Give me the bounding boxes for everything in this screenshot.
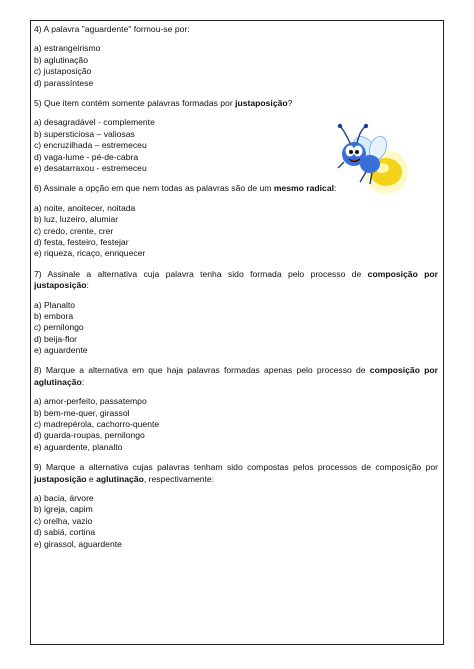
option-4c: c) justaposição — [34, 66, 92, 77]
option-5a: a) desagradável - complemente — [34, 117, 155, 128]
option-9d: d) sabiá, cortina — [34, 527, 96, 538]
option-7d: d) beija-flor — [34, 333, 77, 344]
question-9-options — [34, 493, 438, 550]
option-6c: c) credo, crente, crer — [34, 225, 114, 236]
option-7b: b) embora — [34, 310, 74, 321]
worksheet — [34, 24, 438, 559]
option-8d: d) guarda-roupas, pernilongo — [34, 430, 145, 441]
question-8: 8) Marque a alternativa em que haja palavras formadas apenas pelo processo de composição por aglutinação: — [34, 365, 439, 387]
option-7a: a) Planalto — [34, 299, 76, 310]
option-6a: a) noite, anoitecer, noitada — [34, 202, 136, 213]
option-9a: a) bacia, árvore — [34, 493, 94, 504]
option-6e: e) riqueza, ricaço, enriquecer — [34, 248, 146, 259]
option-5c: c) encruzilhada – estremeceu — [34, 140, 147, 151]
option-6b: b) luz, luzeiro, alumiar — [34, 214, 119, 225]
option-7c: c) pernilongo — [34, 322, 84, 333]
option-5b: b) supersticiosa – valiosas — [34, 128, 135, 139]
question-6: 6) Assinale a opção em que nem todas as palavras são de um mesmo radical: — [34, 183, 337, 194]
option-8a: a) amor-perfeito, passatempo — [34, 396, 147, 407]
option-5d: d) vaga-lume - pé-de-cabra — [34, 151, 139, 162]
option-9c: c) orelha, vazio — [34, 515, 93, 526]
option-4d: d) parassíntese — [34, 77, 94, 88]
option-7e: e) aguardente — [34, 345, 88, 356]
question-6-options — [34, 203, 438, 260]
option-9e: e) girassol, aguardente — [34, 538, 122, 549]
option-6d: d) festa, festeiro, festejar — [34, 236, 129, 247]
firefly-cartoon-icon — [330, 118, 412, 196]
option-4a: a) estrangeirismo — [34, 43, 101, 54]
option-8c: c) madrepérola, cachorro-quente — [34, 419, 160, 430]
option-8b: b) bem-me-quer, girassol — [34, 407, 130, 418]
question-9: 9) Marque a alternativa cujas palavras tenham sido compostas pelos processos de composição por justaposição e aglutinação, respectivamente: — [34, 462, 438, 484]
question-7: 7) Assinale a alternativa cuja palavra tenha sido formada pelo processo de composição por justaposição: — [34, 268, 439, 291]
question-8-options — [34, 396, 438, 453]
question-4: 4) A palavra "aguardente" formou-se por: — [34, 24, 190, 34]
option-5e: e) desatarraxou - estremeceu — [34, 162, 147, 173]
option-4b: b) aglutinação — [34, 54, 88, 65]
question-7-options — [34, 300, 438, 357]
question-5: 5) Que item contém somente palavras formadas por justaposição? — [34, 97, 293, 108]
option-8e: e) aguardente, planalto — [34, 441, 123, 452]
option-9b: b) igreja, capim — [34, 504, 93, 515]
question-4-options — [34, 43, 438, 89]
